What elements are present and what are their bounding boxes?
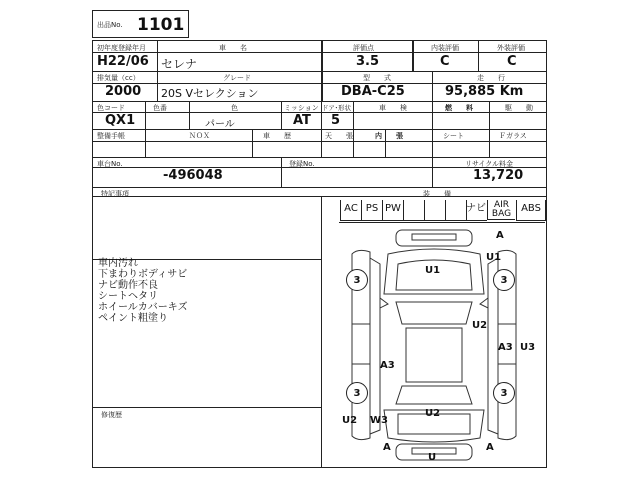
note-item: ナビ動作不良	[98, 280, 158, 291]
equipment-pw: PW	[382, 200, 403, 221]
equipment-cells	[340, 200, 546, 222]
damage-mark: A	[383, 442, 391, 453]
front-glass-label: Ｆガラス	[499, 132, 527, 140]
doors: 5	[331, 113, 341, 128]
model-code: DBA-C25	[341, 84, 405, 99]
note-item: ホイールカバーキズ	[98, 302, 188, 313]
auction-sheet-table	[92, 40, 547, 197]
special-notes-label: 特記事項	[101, 190, 129, 198]
note-item: 車内汚れ	[98, 258, 138, 269]
equipment-label: 装 備	[423, 190, 451, 198]
damage-mark: U3	[520, 342, 536, 353]
lot-number-box	[92, 10, 189, 38]
exterior-grade: C	[507, 54, 517, 69]
equipment-ps: PS	[361, 200, 382, 221]
inner-lining-label: 内 張	[375, 132, 403, 140]
drive-label: 駆 動	[505, 104, 533, 112]
exterior-grade-label: 外装評価	[497, 44, 525, 52]
equipment-navi: ナビ	[466, 203, 486, 214]
damage-mark-circle: 3	[493, 382, 515, 404]
nox-label: ＮＯＸ	[189, 132, 210, 140]
registration-number-label: 登録No.	[289, 160, 315, 168]
damage-mark: U1	[425, 265, 441, 276]
damage-mark: U2	[425, 408, 441, 419]
equipment-slot-4	[403, 200, 424, 221]
transmission: AT	[293, 113, 311, 128]
color-code: QX1	[105, 113, 136, 128]
recycle-fee: 13,720	[473, 168, 524, 183]
fuel-label: 燃 料	[445, 104, 473, 112]
color: パール	[205, 119, 235, 130]
damage-mark: A	[496, 230, 504, 241]
score: 3.5	[356, 54, 380, 69]
damage-mark: A3	[498, 342, 513, 353]
grade-label: グレード	[223, 74, 251, 82]
equipment-slot-6	[445, 200, 466, 221]
lot-number-label: 出品No.	[97, 21, 123, 29]
grade: 20S Vセレクション	[161, 87, 259, 100]
transmission-label: ミッション	[284, 104, 319, 112]
damage-mark-circle: 3	[346, 382, 368, 404]
model-code-label: 型 式	[363, 74, 391, 82]
color-number-label: 色番	[153, 104, 167, 112]
damage-mark: U	[428, 452, 437, 463]
car-name: セレナ	[161, 57, 198, 71]
damage-mark-circle: 3	[346, 269, 368, 291]
maintenance-record-label: 整備手帳	[97, 132, 125, 140]
lot-number: 1101	[137, 15, 185, 35]
equipment-abs: ABS	[516, 200, 546, 221]
vehicle-history-label: 車 歴	[263, 132, 291, 140]
damage-mark: A3	[380, 360, 395, 371]
equipment-slot-5	[424, 200, 445, 221]
first-registration: H22/06	[97, 54, 149, 69]
mileage-label: 走 行	[477, 74, 505, 82]
damage-mark: U1	[486, 252, 502, 263]
headliner-label: 天 張	[325, 132, 353, 140]
recycle-fee-label: リサイクル料金	[465, 160, 514, 168]
color-code-label: 色コード	[97, 104, 125, 112]
damage-mark-circle: 3	[493, 269, 515, 291]
car-name-label: 車 名	[219, 44, 247, 52]
note-item: ペイント粗塗り	[98, 313, 168, 324]
equipment-airbag: AIR BAG	[487, 200, 515, 220]
score-label: 評価点	[353, 44, 374, 52]
damage-mark: U2	[472, 320, 488, 331]
mileage: 95,885 Km	[445, 84, 524, 99]
damage-mark: A	[486, 442, 494, 453]
color-label: 色	[231, 104, 238, 112]
equipment-ac: AC	[340, 200, 361, 221]
first-registration-label: 初年度登録年月	[97, 44, 146, 52]
displacement-label: 排気量（cc）	[97, 74, 140, 82]
note-item: シートヘタリ	[98, 291, 158, 302]
chassis-number-label: 車台No.	[97, 160, 123, 168]
damage-mark: W3	[370, 415, 388, 426]
door-label: ドア･形状	[322, 104, 352, 112]
note-item: 下まわりボディサビ	[98, 269, 188, 280]
seat-label: シート	[443, 132, 464, 140]
interior-grade-label: 内装評価	[431, 44, 459, 52]
chassis-number: -496048	[163, 168, 223, 183]
displacement: 2000	[105, 84, 142, 99]
inspection-label: 車 検	[379, 104, 407, 112]
interior-grade: C	[440, 54, 450, 69]
damage-mark: U2	[342, 415, 358, 426]
repair-history-label: 修復歴	[101, 411, 122, 419]
